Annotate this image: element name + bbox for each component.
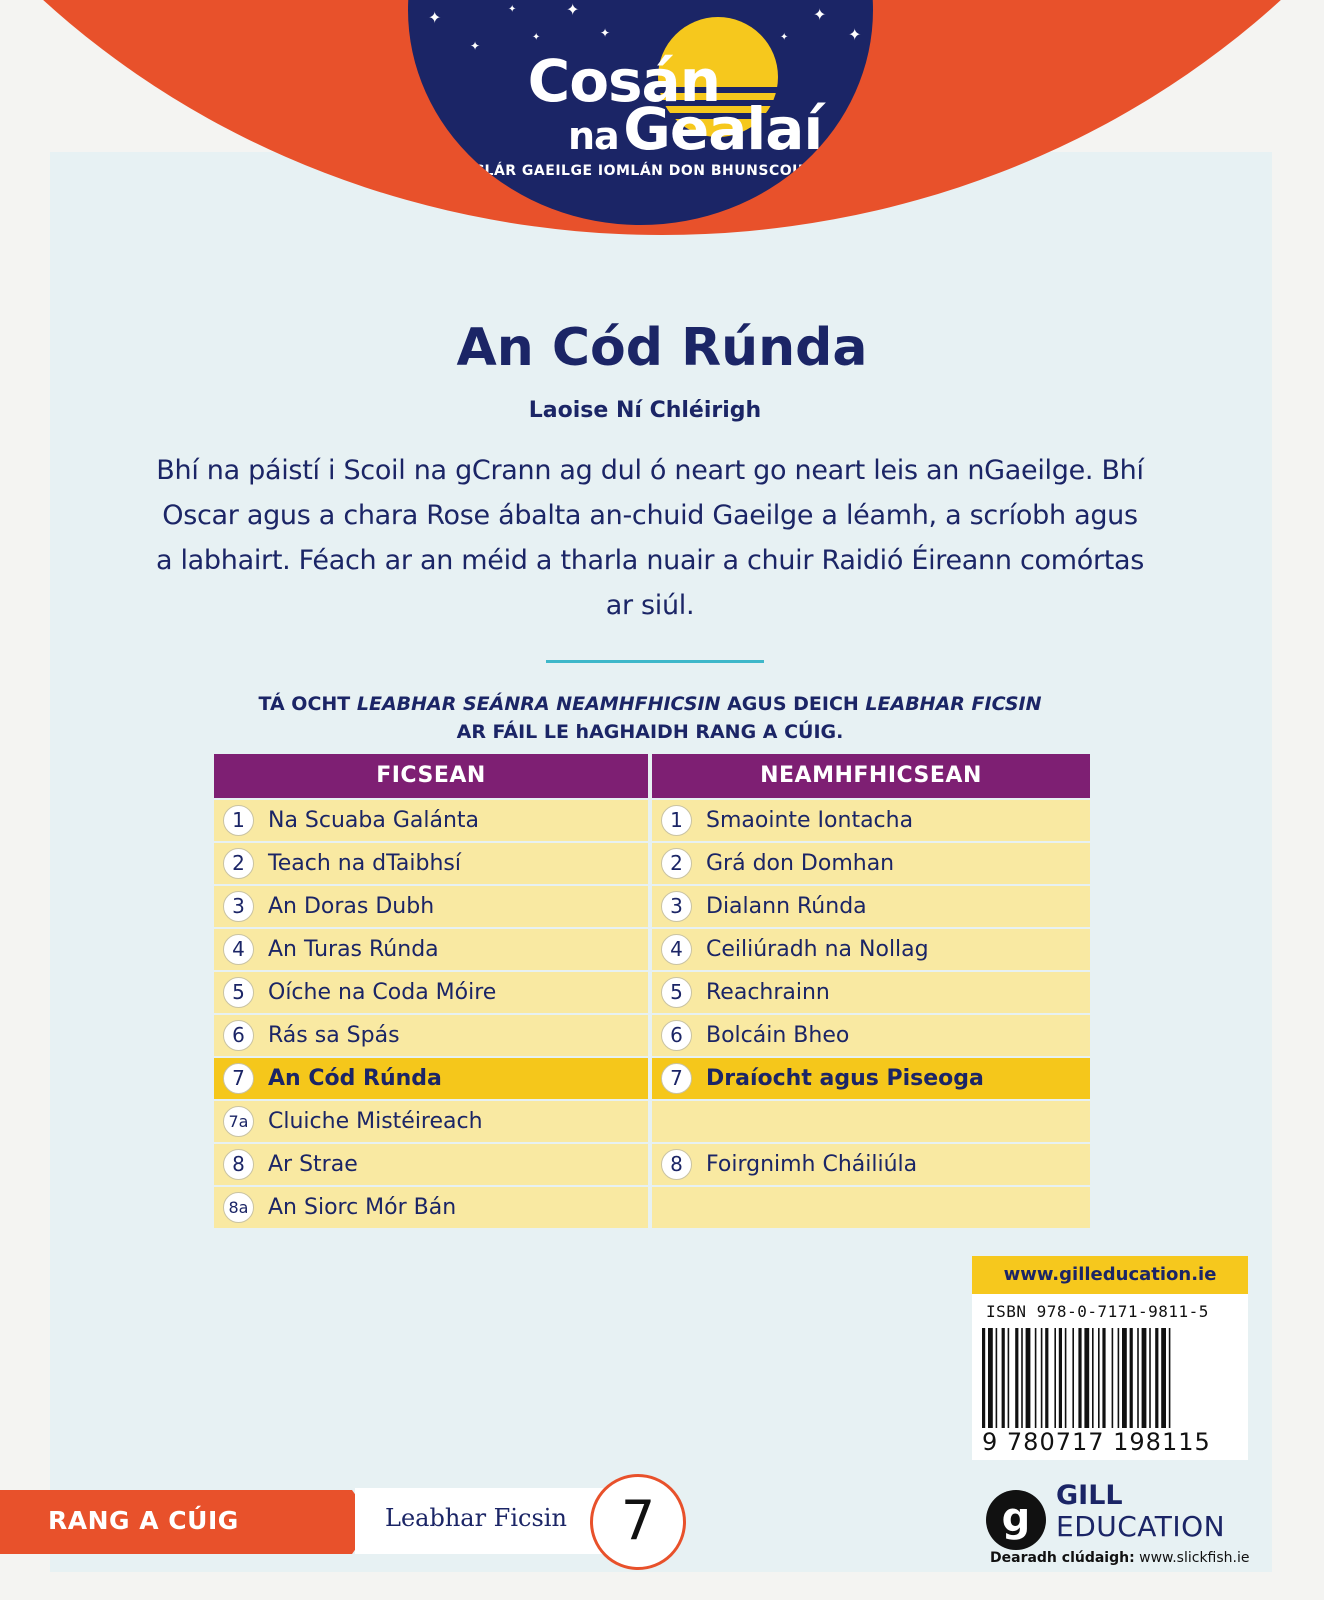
barcode-bar — [1098, 1328, 1100, 1428]
book-name: Bolcáin Bheo — [706, 1023, 850, 1048]
barcode-bar — [1078, 1328, 1081, 1428]
barcode-bar — [1072, 1328, 1074, 1428]
availability-note: TÁ OCHT LEABHAR SEÁNRA NEAMHFHICSIN AGUS DEICH LEABHAR FICSIN AR FÁIL LE hAGHAIDH RANG A CÚIG. — [258, 693, 1042, 743]
book-blurb: Bhí na páistí i Scoil na gCrann ag dul ó neart go neart leis an nGaeilge. Bhí Oscar agus a chara Rose ábalta an-chuid Gaeilge a léamh, a scríobh agus a labhairt. Féach ar an méid a tharla nuair a chuir Raidió Éireann comórtas ar siúl. — [155, 455, 1145, 621]
type-label: Leabhar Ficsin — [385, 1504, 567, 1532]
book-number: 2 — [223, 848, 254, 879]
book-name: Oíche na Coda Móire — [268, 980, 497, 1005]
book-number-badge: 7 — [590, 1474, 686, 1570]
series-tagline: CLÁR GAEILGE IOMLÁN DON BHUNSCOIL — [473, 163, 808, 179]
table-row — [214, 886, 648, 927]
table-row — [652, 972, 1090, 1013]
publisher-website: www.gilleducation.ie — [972, 1256, 1248, 1294]
star-icon: ✦ — [848, 25, 862, 44]
table-row — [652, 1144, 1090, 1185]
fiction-table — [214, 754, 648, 1228]
star-icon: ✦ — [428, 8, 442, 27]
book-title: An Cód Rúnda — [456, 318, 868, 378]
barcode-bar — [1149, 1328, 1151, 1428]
book-number: 3 — [223, 891, 254, 922]
logo-word-cosan: Cosán — [527, 47, 720, 115]
barcode-bar — [1155, 1328, 1158, 1428]
table-row — [652, 843, 1090, 884]
book-name: Draíocht agus Piseoga — [706, 1066, 984, 1091]
book-name: Ceiliúradh na Nollag — [706, 937, 929, 962]
book-number: 6 — [661, 1020, 692, 1051]
star-icon: ✦ — [470, 39, 481, 53]
book-number: 6 — [223, 1020, 254, 1051]
barcode-bar — [1045, 1328, 1048, 1428]
book-number: 3 — [661, 891, 692, 922]
book-name: Reachrainn — [706, 980, 830, 1005]
table-row-current — [652, 1058, 1090, 1099]
fiction-header: FICSEAN — [214, 754, 648, 798]
barcode-bar — [1008, 1328, 1010, 1428]
book-number: 5 — [223, 977, 254, 1008]
table-row — [652, 800, 1090, 841]
star-icon: ✦ — [600, 26, 611, 40]
book-name: An Siorc Mór Bán — [268, 1195, 457, 1220]
book-name: Dialann Rúnda — [706, 894, 867, 919]
table-row — [652, 929, 1090, 970]
table-row-empty — [652, 1187, 1090, 1228]
star-icon: ✦ — [566, 0, 580, 19]
barcode-number: 9 780717 198115 — [982, 1428, 1211, 1456]
star-icon: ✦ — [813, 5, 827, 24]
book-number: 4 — [223, 934, 254, 965]
table-row — [214, 1101, 648, 1142]
barcode-bar — [1084, 1328, 1089, 1428]
book-number: 5 — [661, 977, 692, 1008]
barcode-bar — [1112, 1328, 1114, 1428]
barcode-bar — [1026, 1328, 1031, 1428]
book-name: Smaointe Iontacha — [706, 808, 914, 833]
barcode-bar — [1035, 1328, 1037, 1428]
table-row — [214, 800, 648, 841]
book-name: An Cód Rúnda — [268, 1066, 442, 1091]
top-band — [0, 0, 1324, 235]
book-number: 2 — [661, 848, 692, 879]
barcode-icon — [980, 1328, 1240, 1428]
table-row — [214, 1187, 648, 1228]
table-row — [652, 1015, 1090, 1056]
table-row-current — [214, 1058, 648, 1099]
barcode-box — [972, 1294, 1248, 1460]
barcode-bar — [1130, 1328, 1133, 1428]
barcode-bar — [1169, 1328, 1171, 1428]
book-number: 4 — [661, 934, 692, 965]
book-number: 7a — [223, 1106, 254, 1137]
table-row — [214, 843, 648, 884]
divider — [546, 660, 764, 663]
barcode-bar — [1065, 1328, 1067, 1428]
table-row — [214, 929, 648, 970]
nonfiction-header: NEAMHFHICSEAN — [652, 754, 1090, 798]
barcode-bar — [1102, 1328, 1105, 1428]
table-row — [214, 1144, 648, 1185]
barcode-bar — [1142, 1328, 1147, 1428]
book-author: Laoise Ní Chléirigh — [528, 398, 762, 423]
barcode-bar — [988, 1328, 993, 1428]
book-name: Cluiche Mistéireach — [268, 1109, 483, 1134]
table-row — [652, 886, 1090, 927]
table-row — [214, 1015, 648, 1056]
barcode-bar — [1137, 1328, 1139, 1428]
book-number: 8 — [223, 1149, 254, 1180]
book-name: An Doras Dubh — [268, 894, 435, 919]
barcode-bar — [996, 1328, 998, 1428]
barcode-bar — [1059, 1328, 1062, 1428]
book-name: Teach na dTaibhsí — [268, 851, 462, 876]
book-name: Na Scuaba Galánta — [268, 808, 480, 833]
barcode-bar — [982, 1328, 985, 1428]
book-number: 8a — [223, 1192, 254, 1223]
barcode-bar — [1002, 1328, 1005, 1428]
book-number: 1 — [223, 805, 254, 836]
barcode-bar — [1021, 1328, 1023, 1428]
publisher-name: GILL — [1056, 1480, 1123, 1511]
barcode-bar — [1041, 1328, 1043, 1428]
logo-word-na-gealai: na Gealaí — [568, 95, 823, 163]
table-row — [214, 972, 648, 1013]
table-row-empty — [652, 1101, 1090, 1142]
level-label: RANG A CÚIG — [48, 1506, 239, 1535]
barcode-bar — [1161, 1328, 1166, 1428]
book-name: Ar Strae — [268, 1152, 358, 1177]
barcode-bar — [1015, 1328, 1018, 1428]
book-name: Rás sa Spás — [268, 1023, 400, 1048]
star-icon: ✦ — [508, 4, 517, 15]
star-icon: ✦ — [532, 32, 541, 43]
barcode-bar — [1118, 1328, 1120, 1428]
book-name: Grá don Domhan — [706, 851, 895, 876]
barcode-bar — [1122, 1328, 1127, 1428]
book-name: Foirgnimh Cháiliúla — [706, 1152, 918, 1177]
barcode-bar — [1054, 1328, 1056, 1428]
book-name: An Turas Rúnda — [268, 937, 439, 962]
publisher-name-2: EDUCATION — [1056, 1510, 1226, 1543]
barcode-bar — [1092, 1328, 1094, 1428]
book-number: 7 — [223, 1063, 254, 1094]
book-number: 7 — [661, 1063, 692, 1094]
star-icon: ✦ — [780, 32, 789, 43]
design-credit: Dearadh clúdaigh: www.slickfish.ie — [990, 1550, 1250, 1566]
nonfiction-table — [652, 754, 1090, 1228]
book-number: 8 — [661, 1149, 692, 1180]
isbn-label: ISBN 978-0-7171-9811-5 — [986, 1302, 1209, 1321]
book-number: 1 — [661, 805, 692, 836]
gill-logo-icon: g — [986, 1490, 1046, 1550]
